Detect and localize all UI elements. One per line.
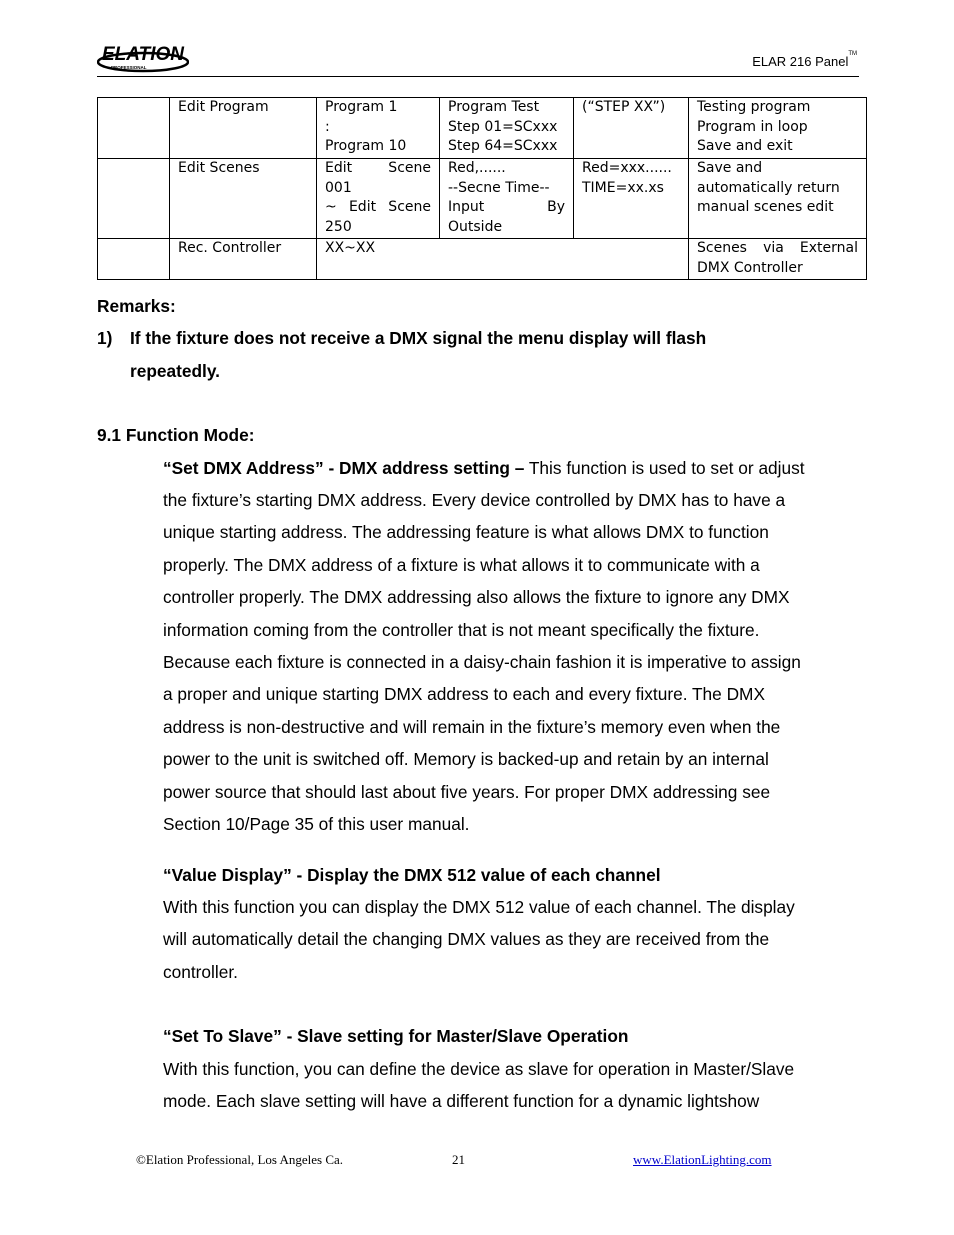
paragraph-line: With this function you can display the DMX 512 value of each channel. The display xyxy=(163,896,795,917)
table-cell-name: Edit Scenes xyxy=(170,159,317,239)
set-dmx-title: “Set DMX Address” - DMX address setting – xyxy=(163,457,525,478)
paragraph-line: the fixture’s starting DMX address. Every device controlled by DMX has to have a xyxy=(163,490,786,511)
menu-table xyxy=(97,97,867,280)
section-heading: 9.1 Function Mode: xyxy=(97,425,255,446)
logo-text: ELATION xyxy=(102,44,184,65)
set-to-slave-title: “Set To Slave” - Slave setting for Master/Slave Operation xyxy=(163,1026,629,1047)
document-title: ELAR 216 Panel™ xyxy=(752,51,857,69)
paragraph-line: Section 10/Page 35 of this user manual. xyxy=(163,814,470,835)
table-cell-extra: Red=xxx...... TIME=xx.xs xyxy=(574,159,689,239)
remark-item xyxy=(97,322,867,387)
table-cell-value: Program 1 : Program 10 xyxy=(317,98,440,159)
paragraph-line: power to the unit is switched off. Memory is backed-up and retain by an internal xyxy=(163,749,769,770)
table-row xyxy=(98,239,867,280)
remark-line: repeatedly. xyxy=(130,360,220,381)
table-cell-description: Save and automatically return manual scenes edit xyxy=(689,159,867,239)
paragraph-line: mode. Each slave setting will have a different function for a dynamic lightshow xyxy=(163,1090,760,1111)
table-cell-value: XX~XX xyxy=(317,239,689,280)
table-cell-blank xyxy=(98,239,170,280)
paragraph-line: address is non-destructive and will remain in the fixture’s memory even when the xyxy=(163,716,781,737)
copyright-text: ©Elation Professional, Los Angeles Ca. xyxy=(136,1152,344,1167)
paragraph-line: controller. xyxy=(163,961,238,982)
paragraph-line: With this function, you can define the device as slave for operation in Master/Slave xyxy=(163,1058,795,1079)
table-cell-blank xyxy=(98,159,170,239)
remark-number: 1) xyxy=(97,328,113,349)
set-dmx-address-block xyxy=(163,452,867,1118)
paragraph-line: unique starting address. The addressing feature is what allows DMX to function xyxy=(163,522,769,543)
paragraph-line: power source that should last about five years. For proper DMX addressing see xyxy=(163,781,771,802)
remark-line: If the fixture does not receive a DMX signal the menu display will flash xyxy=(130,328,707,349)
table-row xyxy=(98,98,867,159)
table-cell-name: Edit Program xyxy=(170,98,317,159)
table-cell-description: Testing program Program in loop Save and exit xyxy=(689,98,867,159)
paragraph-line: “Set DMX Address” - DMX address setting – This function is used to set or adjust xyxy=(163,457,805,478)
remarks-heading: Remarks: xyxy=(97,296,176,316)
table-cell-description: Scenes via External DMX Controller xyxy=(689,239,867,280)
page-number: 21 xyxy=(452,1152,465,1167)
page-header xyxy=(97,38,859,77)
paragraph-line: information coming from the controller that is not meant specifically the fixture. xyxy=(163,619,760,640)
logo-subtext: PROFESSIONAL xyxy=(111,65,147,70)
paragraph-line: controller properly. The DMX addressing also allows the fixture to ignore any DMX xyxy=(163,587,790,608)
value-display-title: “Value Display” - Display the DMX 512 value of each channel xyxy=(163,864,661,885)
table-row xyxy=(98,159,867,239)
paragraph-line: will automatically detail the changing DMX values as they are received from the xyxy=(163,929,770,950)
website-link[interactable]: www.ElationLighting.com xyxy=(633,1152,772,1167)
table-cell-display: Red,...... --Secne Time-- Input By Outside xyxy=(440,159,574,239)
page-body xyxy=(97,290,867,1117)
table-cell-display: Program Test Step 01=SCxxx Step 64=SCxxx xyxy=(440,98,574,159)
trademark-mark: TM xyxy=(848,51,857,57)
table-cell-name: Rec. Controller xyxy=(170,239,317,280)
table-cell-value: Edit Scene 001 ~ Edit Scene 250 xyxy=(317,159,440,239)
elation-logo xyxy=(97,40,189,74)
paragraph-line: Because each fixture is connected in a daisy-chain fashion it is imperative to assign xyxy=(163,652,801,673)
table-cell-extra: (“STEP XX”) xyxy=(574,98,689,159)
paragraph-line: a proper and unique starting DMX address to each and every fixture. The DMX xyxy=(163,684,765,705)
table-cell-blank xyxy=(98,98,170,159)
paragraph-line: properly. The DMX address of a fixture is what allows it to communicate with a xyxy=(163,554,760,575)
